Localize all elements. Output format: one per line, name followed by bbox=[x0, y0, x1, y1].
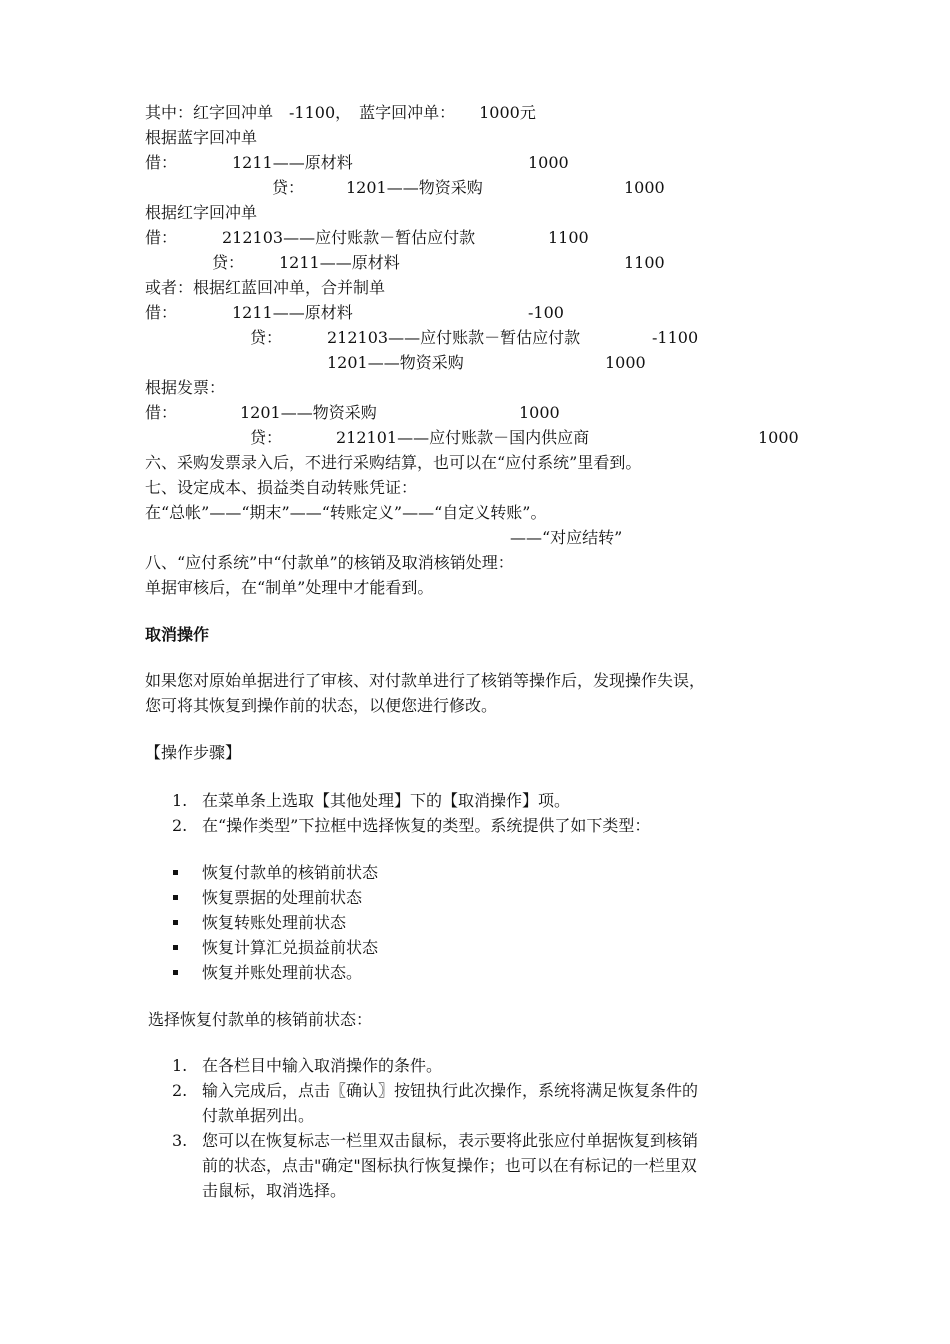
bullet-marker bbox=[173, 945, 178, 950]
type-list-item: 恢复转账处理前状态 bbox=[202, 913, 347, 932]
note-seven-path-continued: ——“对应结转” bbox=[510, 528, 623, 547]
red-voucher-heading: 根据红字回冲单 bbox=[145, 203, 258, 222]
blue-credit-amount: 1000 bbox=[624, 178, 665, 197]
invoice-debit-amount: 1000 bbox=[519, 403, 560, 422]
merged-debit-label: 借： bbox=[145, 303, 178, 322]
select-restore-heading: 选择恢复付款单的核销前状态： bbox=[148, 1010, 373, 1029]
section-intro-line-2: 您可将其恢复到操作前的状态，以便您进行修改。 bbox=[145, 696, 498, 715]
red-credit-label: 贷： bbox=[212, 253, 245, 272]
red-debit-amount: 1100 bbox=[548, 228, 589, 247]
red-debit-account: 212103——应付账款－暂估应付款 bbox=[222, 228, 476, 247]
type-list-item: 恢复票据的处理前状态 bbox=[202, 888, 363, 907]
note-seven-path: 在“总帐”——“期末”——“转账定义”——“自定义转账”。 bbox=[145, 503, 547, 522]
merged-voucher-heading: 或者：根据红蓝回冲单，合并制单 bbox=[145, 278, 386, 297]
bullet-marker bbox=[173, 870, 178, 875]
sub-step-text: 击鼠标，取消选择。 bbox=[202, 1181, 347, 1200]
type-list-item: 恢复并账处理前状态。 bbox=[202, 963, 363, 982]
step-text: 在“操作类型”下拉框中选择恢复的类型。系统提供了如下类型： bbox=[202, 816, 651, 835]
blue-debit-amount: 1000 bbox=[528, 153, 569, 172]
invoice-debit-account: 1201——物资采购 bbox=[240, 403, 377, 422]
note-eight: 八、“应付系统”中“付款单”的核销及取消核销处理： bbox=[145, 553, 514, 572]
blue-voucher-heading: 根据蓝字回冲单 bbox=[145, 128, 258, 147]
steps-heading: 【操作步骤】 bbox=[145, 743, 242, 762]
step-text: 在菜单条上选取【其他处理】下的【取消操作】项。 bbox=[202, 791, 571, 810]
merged-credit-account-2: 1201——物资采购 bbox=[327, 353, 464, 372]
sub-step-text: 输入完成后，点击〖确认〗按钮执行此次操作，系统将满足恢复条件的 bbox=[202, 1081, 699, 1100]
section-title: 取消操作 bbox=[145, 625, 210, 644]
merged-credit-amount-1: -1100 bbox=[652, 328, 699, 347]
bullet-marker bbox=[173, 895, 178, 900]
invoice-credit-label: 贷： bbox=[250, 428, 283, 447]
merged-debit-account: 1211——原材料 bbox=[232, 303, 353, 322]
type-list-item: 恢复计算汇兑损益前状态 bbox=[202, 938, 379, 957]
invoice-credit-amount: 1000 bbox=[758, 428, 799, 447]
sub-step-text: 付款单据列出。 bbox=[202, 1106, 315, 1125]
sub-step-number: 3. bbox=[172, 1131, 188, 1150]
sub-step-number: 1. bbox=[172, 1056, 188, 1075]
blue-credit-account: 1201——物资采购 bbox=[346, 178, 483, 197]
blue-credit-label: 贷： bbox=[272, 178, 305, 197]
merged-credit-label: 贷： bbox=[250, 328, 283, 347]
sub-step-text: 您可以在恢复标志一栏里双击鼠标，表示要将此张应付单据恢复到核销 bbox=[202, 1131, 699, 1150]
bullet-marker bbox=[173, 970, 178, 975]
invoice-debit-label: 借： bbox=[145, 403, 178, 422]
section-intro-line-1: 如果您对原始单据进行了审核、对付款单进行了核销等操作后，发现操作失误， bbox=[145, 671, 706, 690]
blue-debit-account: 1211——原材料 bbox=[232, 153, 353, 172]
red-blue-summary: 其中：红字回冲单 -1100， 蓝字回冲单： 1000元 bbox=[145, 103, 536, 122]
blue-debit-label: 借： bbox=[145, 153, 178, 172]
note-six: 六、采购发票录入后，不进行采购结算，也可以在“应付系统”里看到。 bbox=[145, 453, 642, 472]
sub-step-text: 在各栏目中输入取消操作的条件。 bbox=[202, 1056, 443, 1075]
type-list-item: 恢复付款单的核销前状态 bbox=[202, 863, 379, 882]
red-credit-account: 1211——原材料 bbox=[279, 253, 400, 272]
sub-step-number: 2. bbox=[172, 1081, 188, 1100]
sub-step-text: 前的状态，点击"确定"图标执行恢复操作；也可以在有标记的一栏里双 bbox=[202, 1156, 697, 1175]
note-eight-detail: 单据审核后，在“制单”处理中才能看到。 bbox=[145, 578, 434, 597]
merged-credit-account-1: 212103——应付账款－暂估应付款 bbox=[327, 328, 581, 347]
step-number: 1. bbox=[172, 791, 188, 810]
merged-credit-amount-2: 1000 bbox=[605, 353, 646, 372]
invoice-voucher-heading: 根据发票： bbox=[145, 378, 226, 397]
red-debit-label: 借： bbox=[145, 228, 178, 247]
step-number: 2. bbox=[172, 816, 188, 835]
invoice-credit-account: 212101——应付账款－国内供应商 bbox=[336, 428, 590, 447]
merged-debit-amount: -100 bbox=[528, 303, 564, 322]
bullet-marker bbox=[173, 920, 178, 925]
red-credit-amount: 1100 bbox=[624, 253, 665, 272]
note-seven: 七、设定成本、损益类自动转账凭证： bbox=[145, 478, 418, 497]
